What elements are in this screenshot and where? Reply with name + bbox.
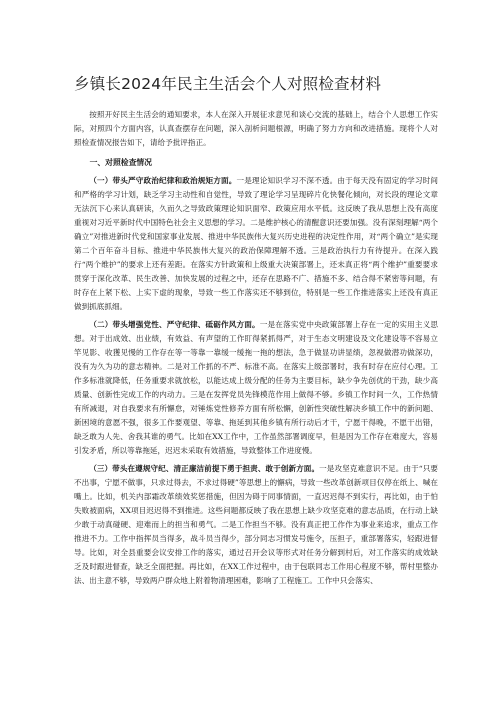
intro-paragraph: 按照开好民主生活会的通知要求，本人在深入开展征求意见和谈心交流的基础上，结合个人思想工作实际，对照四个方面内容，认真查摆存在问题，深入剖析问题根源，明确了努力方向和改进措施。现将个人对照检查情况报告如下，请给予批评指正。 bbox=[74, 110, 438, 147]
section-heading: 一、对照检查情况 bbox=[89, 158, 152, 167]
paragraph-lead: （三）带头在遵规守纪、清正廉洁前提下勇于担责、敢于创新方面。 bbox=[89, 464, 320, 473]
paragraph-lead: （一）带头严守政治纪律和政治规矩方面。 bbox=[89, 176, 237, 185]
paragraph-text: 一是理论知识学习不深不透。由于每天没有固定的学习时间和严格的学习计划，缺乏学习主动性和自觉性，导致了理论学习呈现碎片化快餐化倾向，对长段的理论文章无法沉下心来认真研读，久而久之导致政策理论知识面窄、政策应用水平低。这反映了我从思想上没有高度重视对习近平新时代中国特色社会主义思想的学习。二是维护核心的清醒意识还要加强。没有深刻理解“两个确立”对推进新时代党和国家事业发展、推进中华民族伟大复兴历史进程的决定性作用，对“两个确立”是实现第二个百年奋斗目标、推进中华民族伟大复兴的政治保障理解不透。三是政治执行力有待提升。在深入践行“两个维护”的要求上还有差距。在落实方针政策和上级重大决策部署上，还未真正将“两个维护”重要要求贯穿于深化改革、民生改善、加快发展的过程之中，还存在思路不广、措施不多、结合得不紧密等问题，有时存在上紧下松、上实下虚的现象，导致一些工作落实还不够到位，特别是一些工作推进落实上还没有真正做到抓底抓细。 bbox=[74, 176, 438, 311]
body-paragraph bbox=[74, 174, 438, 314]
document-title: 乡镇长2024年民主生活会个人对照检查材料 bbox=[74, 75, 382, 93]
body-paragraph bbox=[74, 462, 438, 588]
document-body bbox=[74, 108, 438, 588]
body-paragraph bbox=[74, 318, 438, 458]
paragraph-lead: （二）带头增强党性、严守纪律、砥砺作风方面。 bbox=[89, 320, 260, 329]
paragraph-text: 一是在落实党中央政策部署上存在一定的实用主义思想。对于出成效、出业绩，有效益、有声望的工作盯得紧抓得严，对于生态文明建设及文化建设等不容易立竿见影、收獲见慢的工作存在等一等靠一靠缓一缓拖一拖的想法，急于做显功讲显绩，忽视做潜功做深功，没有为久为功的意志精神。二是对工作抓的不严、标准不高。在落实上级部署时，我有时存在应付心理。工作多标准就降低，任务重要求就放松，以能达成上级分配的任务为主要目标，缺少争先创优的干劲，缺少高质量、创新性完成工作的内动力。三是在发挥党员先锋模范作用上做得不够。乡镇工作时间一久，工作热情有所减退，对自我要求有所懈怠，对锤炼党性修养方面有所松懈，创新性突破性解决乡镇工作中的新问题、新困境的意愿不强，很多工作要观望、等靠、拖延到其他乡镇有所行动后才干，宁愿干得晚，不愿干出错，缺乏敢为人先、舍我其谁的勇气。比如在XX工作中，工作虽然部署调度早，但是因为工作存在难度大，容易引发矛盾，所以等靠拖延，迟迟未采取有效措施，导致整体工作进度慢。 bbox=[74, 320, 438, 455]
paragraph-text: 一是攻坚克难意识不足。由于“只要不出事，宁愿不做事，只求过得去，不求过得硬”等思想上的懈病，导致一些改革创新项目仅停在纸上、喊在嘴上。比如，机关内部霜改革绩效奖惩措施，但因为碍于同事情面，一直迟迟得不到实行，再比如，由于怕失败被面病，XX项目迟迟得不到推进。这些问题都反映了我在思想上缺少攻坚克难的意志品质，在行动上缺少敢于动真碰硬、迎难而上的担当和勇气。二是工作担当不够。没有真正把工作作为事业来追求，重点工作推进不力。工作中指挥员当得多，战斗员当得少，部分同志习惯发号施令，压担子，重部署落实，轻跟进督导。比如，对全县重要会议安排工作的落实，通过召开会议等形式对任务分解到村后，对工作落实的成效缺乏及时跟进督查，缺乏全面把握。再比如，在XX工作过程中，由于包联同志工作用心程度不够，帮村里整办法、出主意不够，导致两户群众地上附着物清理困难，影响了工程施工。工作中只会落实、 bbox=[74, 464, 438, 585]
